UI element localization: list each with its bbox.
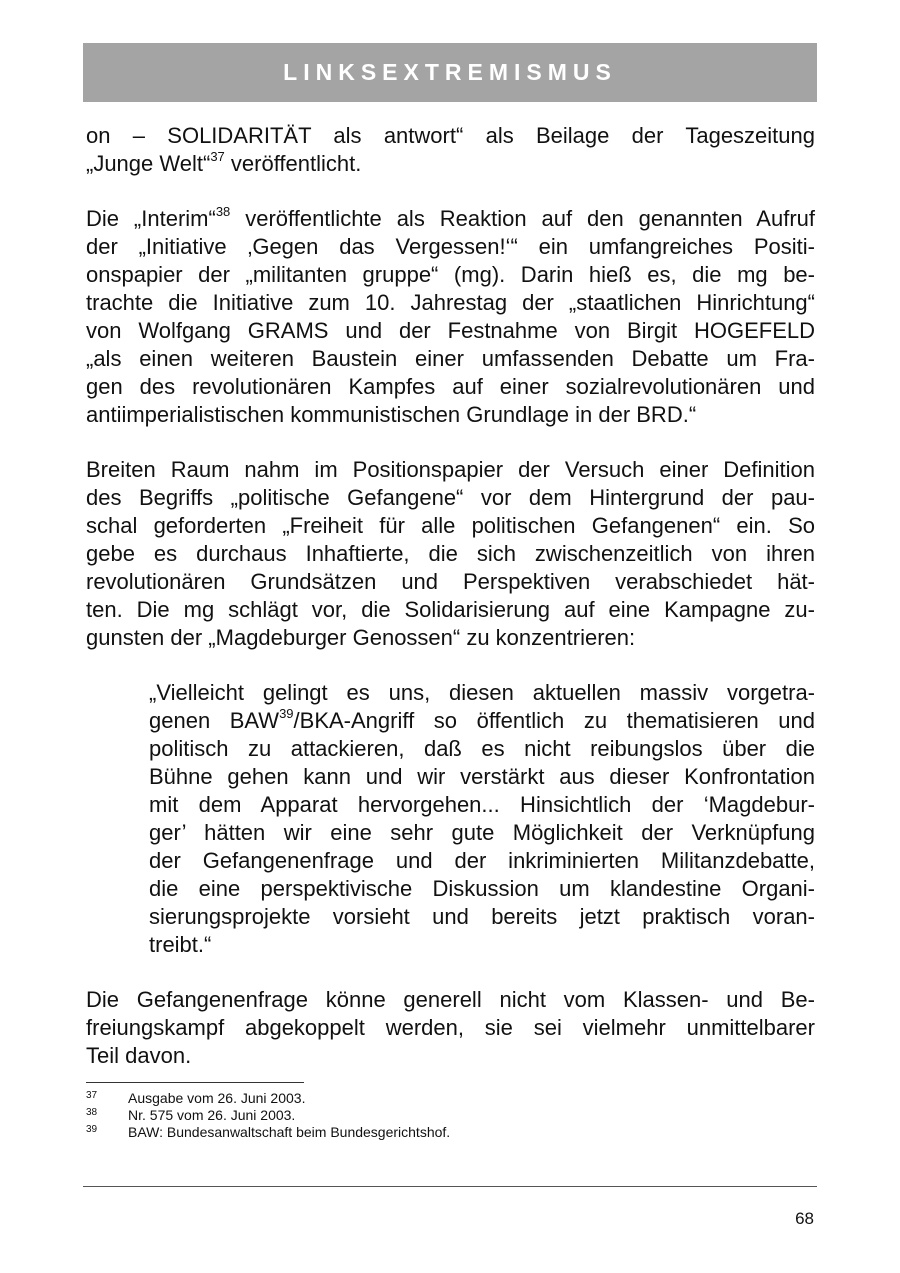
text-line	[86, 261, 815, 289]
section-title: LINKSEXTREMISMUS	[283, 59, 617, 85]
text-line	[149, 847, 815, 875]
text-line	[149, 875, 815, 903]
footnotes	[86, 1090, 815, 1141]
text-line	[149, 679, 815, 707]
footnote-text: Ausgabe vom 26. Juni 2003.	[128, 1090, 306, 1106]
text-line	[86, 122, 815, 150]
text-line	[86, 289, 815, 317]
text-line	[149, 763, 815, 791]
footnote-number: 38	[86, 1107, 98, 1118]
line-text: von Wolfgang GRAMS und der Festnahme von Birgit HOGEFELD	[86, 318, 815, 343]
paragraph	[86, 205, 815, 429]
line-text: mit dem Apparat hervorgehen... Hinsichtlich der ‘Magdebur-	[149, 792, 815, 817]
line-text: der „Initiative ‚Gegen das Vergessen!‘“ ein umfangreiches Positi-	[86, 234, 815, 259]
text-line	[86, 512, 815, 540]
text-line	[86, 401, 815, 429]
line-text: gen des revolutionären Kampfes auf einer sozialrevolutionären und	[86, 374, 815, 399]
footnote-rule	[86, 1082, 304, 1083]
text-line	[149, 903, 815, 931]
body-text	[86, 122, 815, 1097]
line-text: gebe es durchaus Inhaftierte, die sich zwischenzeitlich von ihren	[86, 541, 815, 566]
text-line	[86, 317, 815, 345]
line-text: revolutionären Grundsätzen und Perspektiven verabschiedet hät-	[86, 569, 815, 594]
text-line	[86, 205, 815, 233]
paragraph	[86, 456, 815, 652]
line-text: ger’ hätten wir eine sehr gute Möglichkeit der Verknüpfung	[149, 820, 815, 845]
section-header	[83, 43, 817, 102]
text-line	[149, 735, 815, 763]
line-text: on – SOLIDARITÄT als antwort“ als Beilage der Tageszeitung	[86, 123, 815, 148]
line-text: der Gefangenenfrage und der inkriminierten Militanzdebatte,	[149, 848, 815, 873]
text-line	[149, 791, 815, 819]
footnote-text: BAW: Bundesanwaltschaft beim Bundesgerichtshof.	[128, 1124, 451, 1140]
text-line	[86, 484, 815, 512]
paragraph	[86, 986, 815, 1070]
line-text: schal geforderten „Freiheit für alle politischen Gefangenen“ ein. So	[86, 513, 815, 538]
text-line	[86, 456, 815, 484]
line-text: trachte die Initiative zum 10. Jahrestag der „staatlichen Hinrichtung“	[86, 290, 815, 315]
footnote-ref[interactable]: 37	[210, 148, 225, 164]
block-quote	[149, 679, 815, 959]
line-text: veröffentlichte als Reaktion auf den genannten Aufruf	[230, 206, 815, 231]
line-text: Die Gefangenenfrage könne generell nicht vom Klassen- und Be-	[86, 987, 815, 1012]
text-line	[86, 150, 815, 178]
line-text: Teil davon.	[86, 1043, 192, 1068]
line-text: sierungsprojekte vorsieht und bereits jetzt praktisch voran-	[149, 904, 815, 929]
footnote-number: 37	[86, 1090, 98, 1101]
text-line	[86, 1014, 815, 1042]
text-line	[86, 233, 815, 261]
footnote-ref[interactable]: 38	[215, 203, 231, 219]
footnote-ref[interactable]: 39	[279, 705, 294, 721]
line-text: „als einen weiteren Baustein einer umfassenden Debatte um Fra-	[86, 346, 815, 371]
text-line	[86, 624, 815, 652]
text-line	[149, 707, 815, 735]
text-line	[86, 1042, 815, 1070]
line-text: veröffentlicht.	[224, 151, 362, 176]
line-text: treibt.“	[149, 932, 212, 957]
text-line	[86, 373, 815, 401]
line-text: Bühne gehen kann und wir verstärkt aus dieser Konfrontation	[149, 764, 815, 789]
line-text: antiimperialistischen kommunistischen Grundlage in der BRD.“	[86, 402, 697, 427]
text-line	[149, 819, 815, 847]
text-line	[86, 568, 815, 596]
line-text: „Junge Welt“	[86, 151, 211, 176]
line-text: „Vielleicht gelingt es uns, diesen aktuellen massiv vorgetra-	[149, 680, 815, 705]
text-line	[86, 345, 815, 373]
footer-rule	[83, 1186, 817, 1187]
footnote-text: Nr. 575 vom 26. Juni 2003.	[128, 1107, 296, 1123]
text-line	[86, 986, 815, 1014]
line-text: gunsten der „Magdeburger Genossen“ zu konzentrieren:	[86, 625, 636, 650]
footnote	[86, 1107, 815, 1124]
text-line	[149, 931, 815, 959]
text-line	[86, 540, 815, 568]
paragraph	[86, 122, 815, 178]
page-number: 68	[795, 1209, 814, 1228]
line-text: Die „Interim“	[86, 206, 216, 231]
line-text: Breiten Raum nahm im Positionspapier der Versuch einer Definition	[86, 457, 815, 482]
footnote	[86, 1090, 815, 1107]
line-text: ten. Die mg schlägt vor, die Solidarisierung auf eine Kampagne zu-	[86, 597, 815, 622]
line-text: die eine perspektivische Diskussion um klandestine Organi-	[149, 876, 815, 901]
line-text: /BKA-Angriff so öffentlich zu thematisieren und	[293, 708, 815, 733]
line-text: politisch zu attackieren, daß es nicht reibungslos über die	[149, 736, 815, 761]
footnote-number: 39	[86, 1124, 98, 1135]
text-line	[86, 596, 815, 624]
line-text: genen BAW	[149, 708, 280, 733]
line-text: freiungskampf abgekoppelt werden, sie sei vielmehr unmittelbarer	[86, 1015, 815, 1040]
line-text: des Begriffs „politische Gefangene“ vor dem Hintergrund der pau-	[86, 485, 815, 510]
line-text: onspapier der „militanten gruppe“ (mg). Darin hieß es, die mg be-	[86, 262, 815, 287]
footnote	[86, 1124, 815, 1141]
